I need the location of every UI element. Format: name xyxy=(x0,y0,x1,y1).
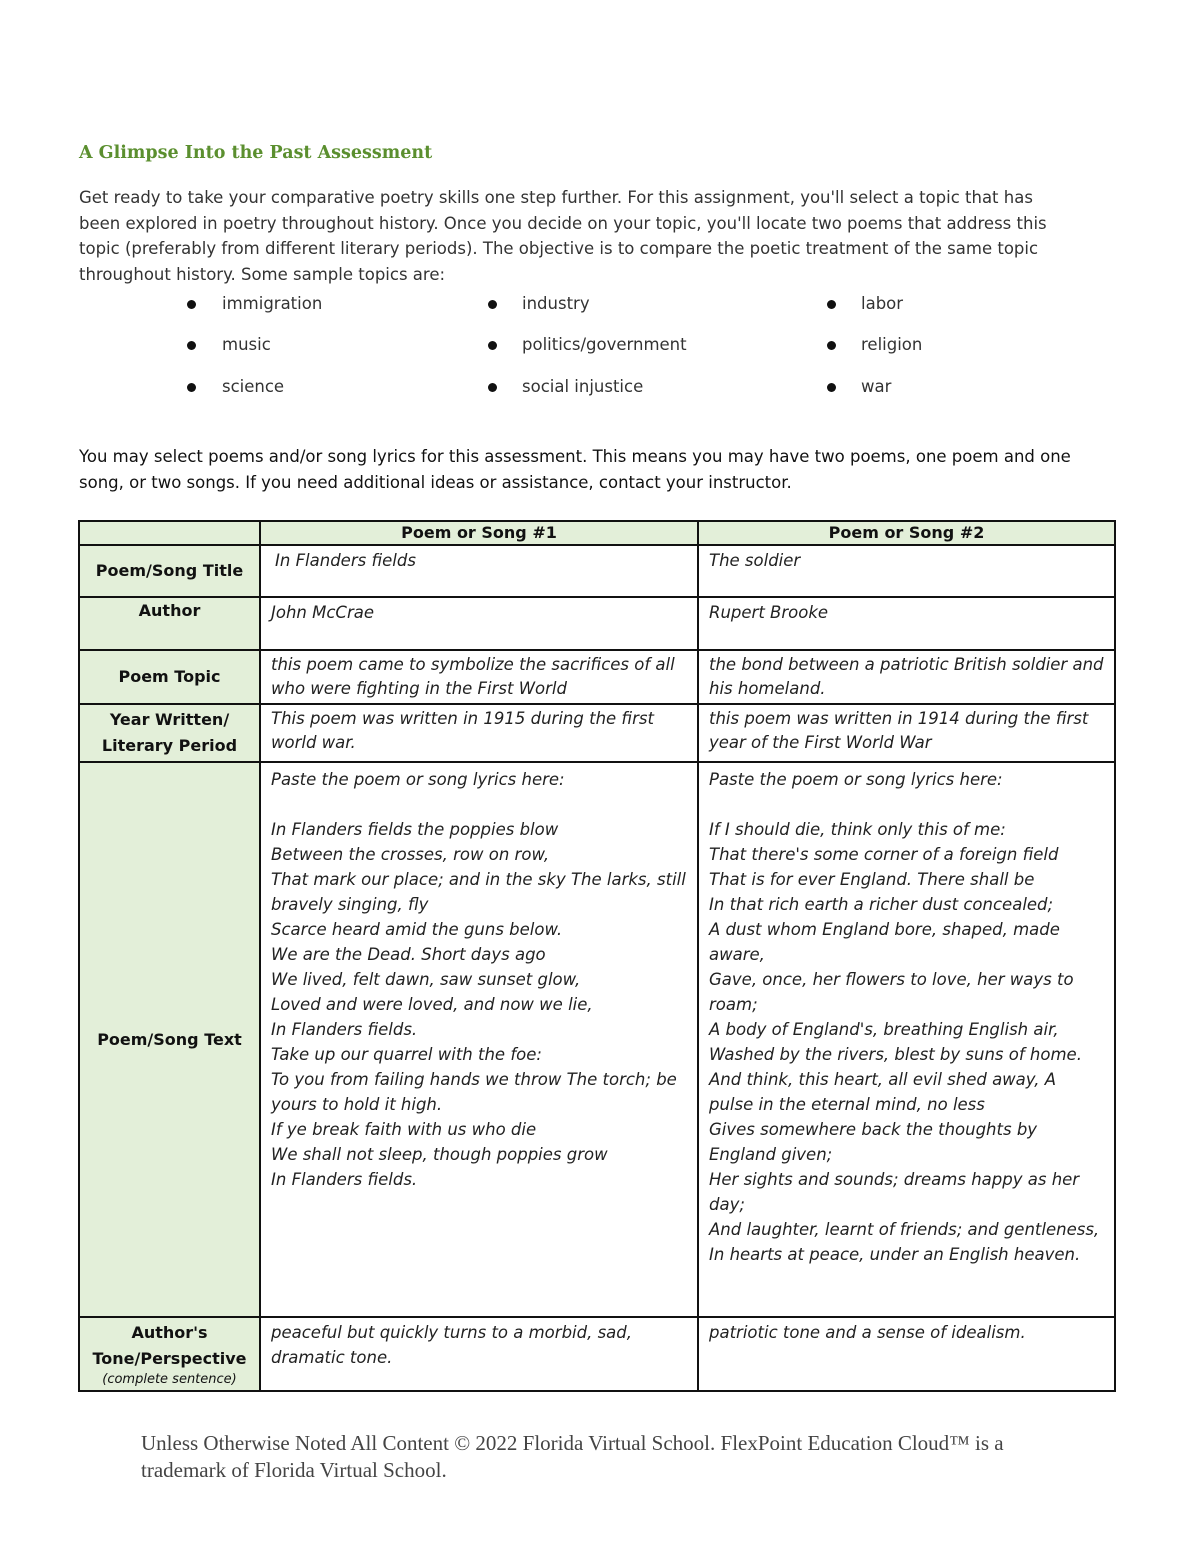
lyrics-line: In Flanders fields the poppies blow xyxy=(271,820,559,839)
lyrics-line: If ye break faith with us who die xyxy=(271,1120,537,1139)
topic-item: politics/government xyxy=(522,335,687,354)
lyrics-line: We shall not sleep, though poppies grow xyxy=(271,1145,608,1164)
table-row-year xyxy=(79,704,1115,762)
topic-item: music xyxy=(222,335,271,354)
row-label-tone xyxy=(79,1317,260,1391)
lyrics-line: To you from failing hands we throw The torch; be yours to hold it high. xyxy=(271,1070,677,1114)
table-header-row xyxy=(79,521,1115,545)
bullet-icon xyxy=(827,300,836,309)
lyrics-line: In hearts at peace, under an English heaven. xyxy=(709,1245,1081,1264)
selection-note: You may select poems and/or song lyrics for this assessment. This means you may have two poems, one poem and one song, or two songs. If you need additional ideas or assistance, contact your instructor. xyxy=(79,447,1071,492)
bullet-icon xyxy=(488,383,497,392)
column-header-blank xyxy=(79,521,260,545)
poem2-tone[interactable]: patriotic tone and a sense of idealism. xyxy=(698,1317,1115,1391)
row-label-topic: Poem Topic xyxy=(79,650,260,704)
lyrics-line: We lived, felt dawn, saw sunset glow, xyxy=(271,970,581,989)
row-label-year xyxy=(79,704,260,762)
lyrics-line: And think, this heart, all evil shed away, A pulse in the eternal mind, no less xyxy=(709,1070,1057,1114)
lyrics-prompt: Paste the poem or song lyrics here: xyxy=(709,770,1003,789)
lyrics-line: Scarce heard amid the guns below. xyxy=(271,920,563,939)
row-label-year-line1: Year Written/ xyxy=(109,710,230,729)
lyrics-line: Take up our quarrel with the foe: xyxy=(271,1045,542,1064)
poem2-title[interactable]: The soldier xyxy=(698,545,1115,597)
poem1-author[interactable]: John McCrae xyxy=(260,597,698,650)
row-label-author: Author xyxy=(79,597,260,650)
bullet-icon xyxy=(187,383,196,392)
poem2-author[interactable]: Rupert Brooke xyxy=(698,597,1115,650)
topic-item: industry xyxy=(522,294,590,313)
lyrics-line: Gave, once, her flowers to love, her ways to roam; xyxy=(709,970,1074,1014)
poem1-topic[interactable]: this poem came to symbolize the sacrifices of all who were fighting in the First World xyxy=(260,650,698,704)
lyrics-line: We are the Dead. Short days ago xyxy=(271,945,546,964)
row-label-text: Poem/Song Text xyxy=(79,762,260,1317)
lyrics-line: A body of England's, breathing English air, xyxy=(709,1020,1059,1039)
page-title: A Glimpse Into the Past Assessment xyxy=(79,143,433,163)
poem1-year[interactable]: This poem was written in 1915 during the first world war. xyxy=(260,704,698,762)
lyrics-prompt: Paste the poem or song lyrics here: xyxy=(271,770,565,789)
lyrics-line: And laughter, learnt of friends; and gentleness, xyxy=(709,1220,1100,1239)
lyrics-line: Loved and were loved, and now we lie, xyxy=(271,995,593,1014)
lyrics-line: If I should die, think only this of me: xyxy=(709,820,1006,839)
topic-item: labor xyxy=(861,294,904,313)
lyrics-line: That there's some corner of a foreign field xyxy=(709,845,1059,864)
row-label-tone-note: (complete sentence) xyxy=(102,1372,237,1387)
poem1-tone[interactable]: peaceful but quickly turns to a morbid, sad, dramatic tone. xyxy=(260,1317,698,1391)
topic-item: immigration xyxy=(222,294,323,313)
lyrics-line: That mark our place; and in the sky The larks, still bravely singing, fly xyxy=(271,870,686,914)
poem-comparison-table xyxy=(78,520,1116,1392)
row-label-tone-line2: Tone/Perspective xyxy=(92,1349,247,1368)
poem2-year[interactable]: this poem was written in 1914 during the first year of the First World War xyxy=(698,704,1115,762)
table-row-topic xyxy=(79,650,1115,704)
poem1-title[interactable]: In Flanders fields xyxy=(260,545,698,597)
lyrics-line: Her sights and sounds; dreams happy as her day; xyxy=(709,1170,1080,1214)
bullet-icon xyxy=(827,341,836,350)
lyrics-spacer xyxy=(271,792,687,817)
poem2-text[interactable] xyxy=(698,762,1115,1317)
lyrics-line: In Flanders fields. xyxy=(271,1020,418,1039)
bullet-icon xyxy=(187,341,196,350)
topic-item: social injustice xyxy=(522,377,644,396)
bullet-icon xyxy=(827,383,836,392)
row-label-title: Poem/Song Title xyxy=(79,545,260,597)
bullet-icon xyxy=(488,300,497,309)
table-row-title xyxy=(79,545,1115,597)
topic-item: science xyxy=(222,377,285,396)
lyrics-line: In Flanders fields. xyxy=(271,1170,418,1189)
lyrics-line: That is for ever England. There shall be xyxy=(709,870,1035,889)
table-row-tone xyxy=(79,1317,1115,1391)
column-header-poem-2: Poem or Song #2 xyxy=(698,521,1115,545)
row-label-year-line2: Literary Period xyxy=(101,736,238,755)
lyrics-line: Washed by the rivers, blest by suns of home. xyxy=(709,1045,1082,1064)
bullet-icon xyxy=(187,300,196,309)
table-row-text xyxy=(79,762,1115,1317)
poem2-topic[interactable]: the bond between a patriotic British soldier and his homeland. xyxy=(698,650,1115,704)
topic-item: war xyxy=(861,377,892,396)
bullet-icon xyxy=(488,341,497,350)
assignment-intro: Get ready to take your comparative poetry skills one step further. For this assignment, you'll select a topic that has been explored in poetry throughout history. Once you decide on your topic, you'll locate two poems that address this topic (preferably from different literary periods). The objective is to compare the poetic treatment of the same topic throughout history. Some sample topics are: xyxy=(79,188,1047,284)
lyrics-spacer xyxy=(709,792,1104,817)
row-label-tone-line1: Author's xyxy=(131,1323,208,1342)
table-row-author xyxy=(79,597,1115,650)
copyright-footer: Unless Otherwise Noted All Content © 2022 Florida Virtual School. FlexPoint Education Cloud™ is a trademark of Florida Virtual School. xyxy=(141,1431,1004,1482)
lyrics-line: Between the crosses, row on row, xyxy=(271,845,550,864)
lyrics-line: In that rich earth a richer dust concealed; xyxy=(709,895,1054,914)
lyrics-line: Gives somewhere back the thoughts by England given; xyxy=(709,1120,1038,1164)
topic-item: religion xyxy=(861,335,923,354)
poem1-text[interactable] xyxy=(260,762,698,1317)
lyrics-line: A dust whom England bore, shaped, made aware, xyxy=(709,920,1060,964)
column-header-poem-1: Poem or Song #1 xyxy=(260,521,698,545)
